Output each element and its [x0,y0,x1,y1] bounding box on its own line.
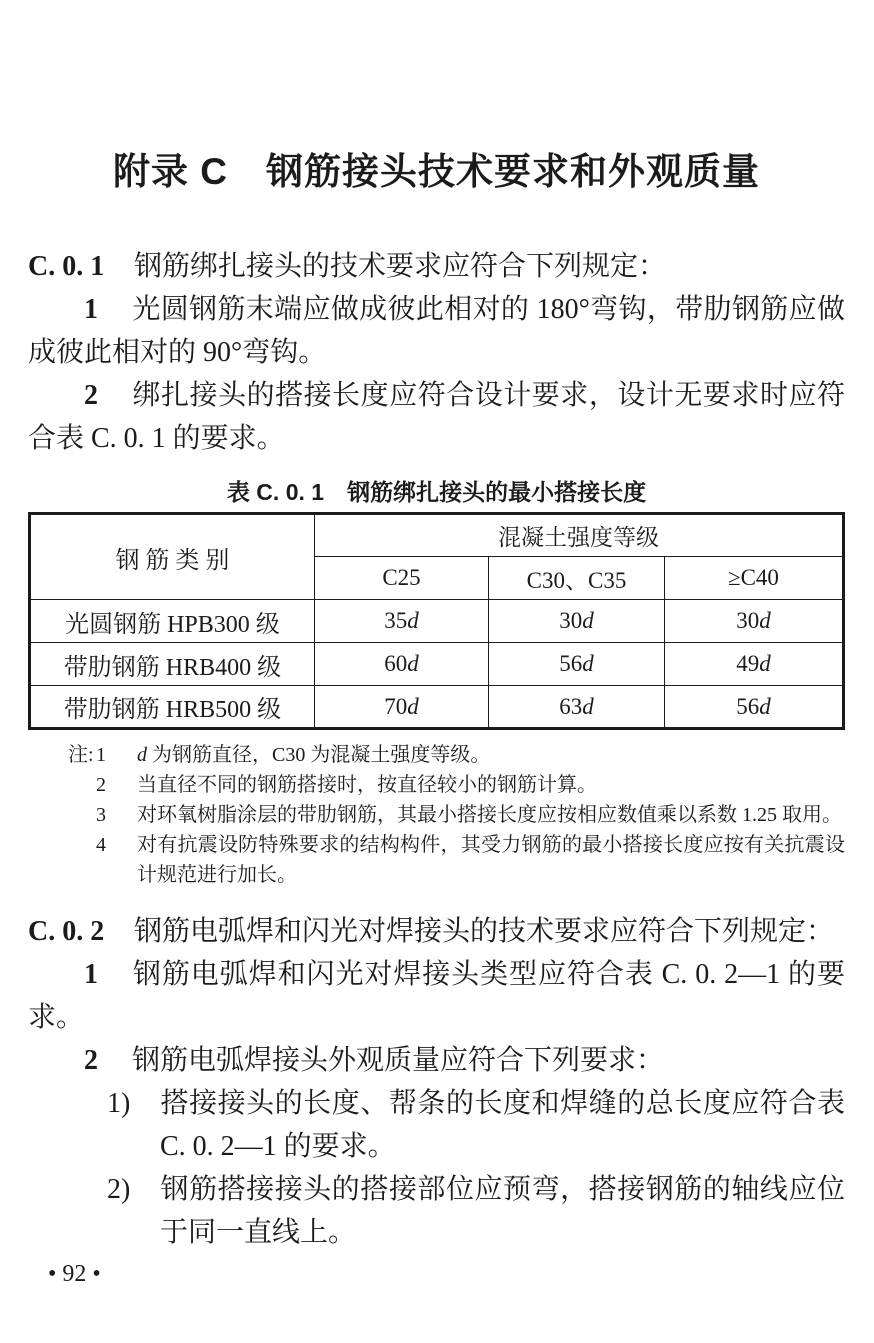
note-item-3 [68,800,845,830]
diameter-symbol: d [759,608,771,633]
note-text-body: 为钢筋直径，C30 为混凝土强度等级。 [147,744,491,766]
note-text: 对有抗震设防特殊要求的结构构件，其受力钢筋的最小搭接长度应按有关抗震设计规范进行加长。 [137,834,845,886]
rebar-type-header-cell: 钢 筋 类 别 [30,514,315,600]
note-number: 4 [96,834,106,856]
row-label-hrb400: 带肋钢筋 HRB400 级 [30,643,315,686]
lap-length-value: 35 [384,608,408,633]
clause-c02-intro: 钢筋电弧焊和闪光对焊接头的技术要求应符合下列规定： [134,916,835,947]
note-item-4 [68,830,845,890]
note-text [137,740,845,770]
subitem-text: 钢筋搭接接头的搭接部位应预弯，搭接钢筋的轴线应位于同一直线上。 [160,1174,845,1248]
lap-length-value: 56 [736,693,760,719]
lap-length-value: 56 [559,651,583,676]
item-text: 光圆钢筋末端应做成彼此相对的 180°弯钩，带肋钢筋应做成彼此相对的 90°弯钩。 [28,294,845,368]
clause-c02-number: C. 0. 2 [28,916,105,947]
table-c01 [28,512,845,730]
clause-c02 [28,910,845,953]
clause-c02-subitem-2 [107,1168,845,1254]
diameter-symbol: d [137,744,147,766]
clause-c01-intro: 钢筋绑扎接头的技术要求应符合下列规定： [134,251,667,282]
table-header-row-1 [30,514,844,557]
table-row [30,600,844,643]
row-label-hpb300: 光圆钢筋 HPB300 级 [30,600,315,643]
notes-label-spacer [68,770,96,800]
diameter-symbol: d [582,608,594,633]
lap-length-value: 30 [736,608,760,633]
clause-c02-item-1 [28,953,845,1039]
item-number: 2 [84,380,98,411]
diameter-symbol: d [582,693,594,719]
note-number: 1 [96,744,106,766]
clause-c01-item-1 [28,288,845,374]
value-cell [314,600,488,643]
lap-length-value: 49 [736,651,760,676]
note-number: 2 [96,774,106,796]
value-cell [489,600,665,643]
lap-length-value: 30 [559,608,583,633]
clause-c02-item-2 [28,1039,845,1082]
row-label-hrb500: 带肋钢筋 HRB500 级 [30,686,315,729]
clause-c01 [28,245,845,288]
item-number: 2 [84,1045,98,1076]
clause-c01-number: C. 0. 1 [28,251,105,282]
notes-label-spacer [68,830,96,890]
grade-column-c40: ≥C40 [664,557,843,600]
table-notes [68,740,845,890]
clause-c01-item-2 [28,374,845,460]
subitem-number: 2) [107,1174,131,1205]
value-cell [314,686,488,729]
diameter-symbol: d [407,608,419,633]
grade-column-c30-c35: C30、C35 [489,557,665,600]
clause-c02-subitem-1 [107,1082,845,1168]
lap-length-value: 63 [559,693,583,719]
lap-length-value: 70 [384,693,408,719]
item-text: 钢筋电弧焊接头外观质量应符合下列要求： [132,1045,665,1076]
item-text: 钢筋电弧焊和闪光对焊接头类型应符合表 C. 0. 2—1 的要求。 [28,959,845,1033]
lap-length-value: 60 [384,651,408,676]
notes-label: 注: [68,744,94,766]
diameter-symbol: d [759,693,771,719]
value-cell [314,643,488,686]
note-text: 对环氧树脂涂层的带肋钢筋，其最小搭接长度应按相应数值乘以系数 1.25 取用。 [137,804,842,826]
table-row [30,643,844,686]
value-cell [489,643,665,686]
value-cell [664,686,843,729]
note-text: 当直径不同的钢筋搭接时，按直径较小的钢筋计算。 [137,774,597,796]
page-number: • 92 • [48,1261,101,1287]
notes-label-spacer [68,800,96,830]
item-number: 1 [84,959,98,990]
diameter-symbol: d [407,651,419,676]
note-item-2 [68,770,845,800]
subitem-number: 1) [107,1088,131,1119]
diameter-symbol: d [407,693,419,719]
diameter-symbol: d [759,651,771,676]
subitem-text: 搭接接头的长度、帮条的长度和焊缝的总长度应符合表 C. 0. 2—1 的要求。 [160,1088,845,1162]
value-cell [489,686,665,729]
value-cell [664,600,843,643]
appendix-title: 附录 C 钢筋接头技术要求和外观质量 [113,151,760,192]
grade-column-c25: C25 [314,557,488,600]
value-cell [664,643,843,686]
item-text: 绑扎接头的搭接长度应符合设计要求，设计无要求时应符合表 C. 0. 1 的要求。 [28,380,845,454]
item-number: 1 [84,294,98,325]
table-row [30,686,844,729]
note-item-1 [68,740,845,770]
table-c01-caption: 表 C. 0. 1 钢筋绑扎接头的最小搭接长度 [226,479,647,505]
note-number: 3 [96,804,106,826]
diameter-symbol: d [582,651,594,676]
concrete-grade-header-cell: 混凝土强度等级 [314,514,843,557]
